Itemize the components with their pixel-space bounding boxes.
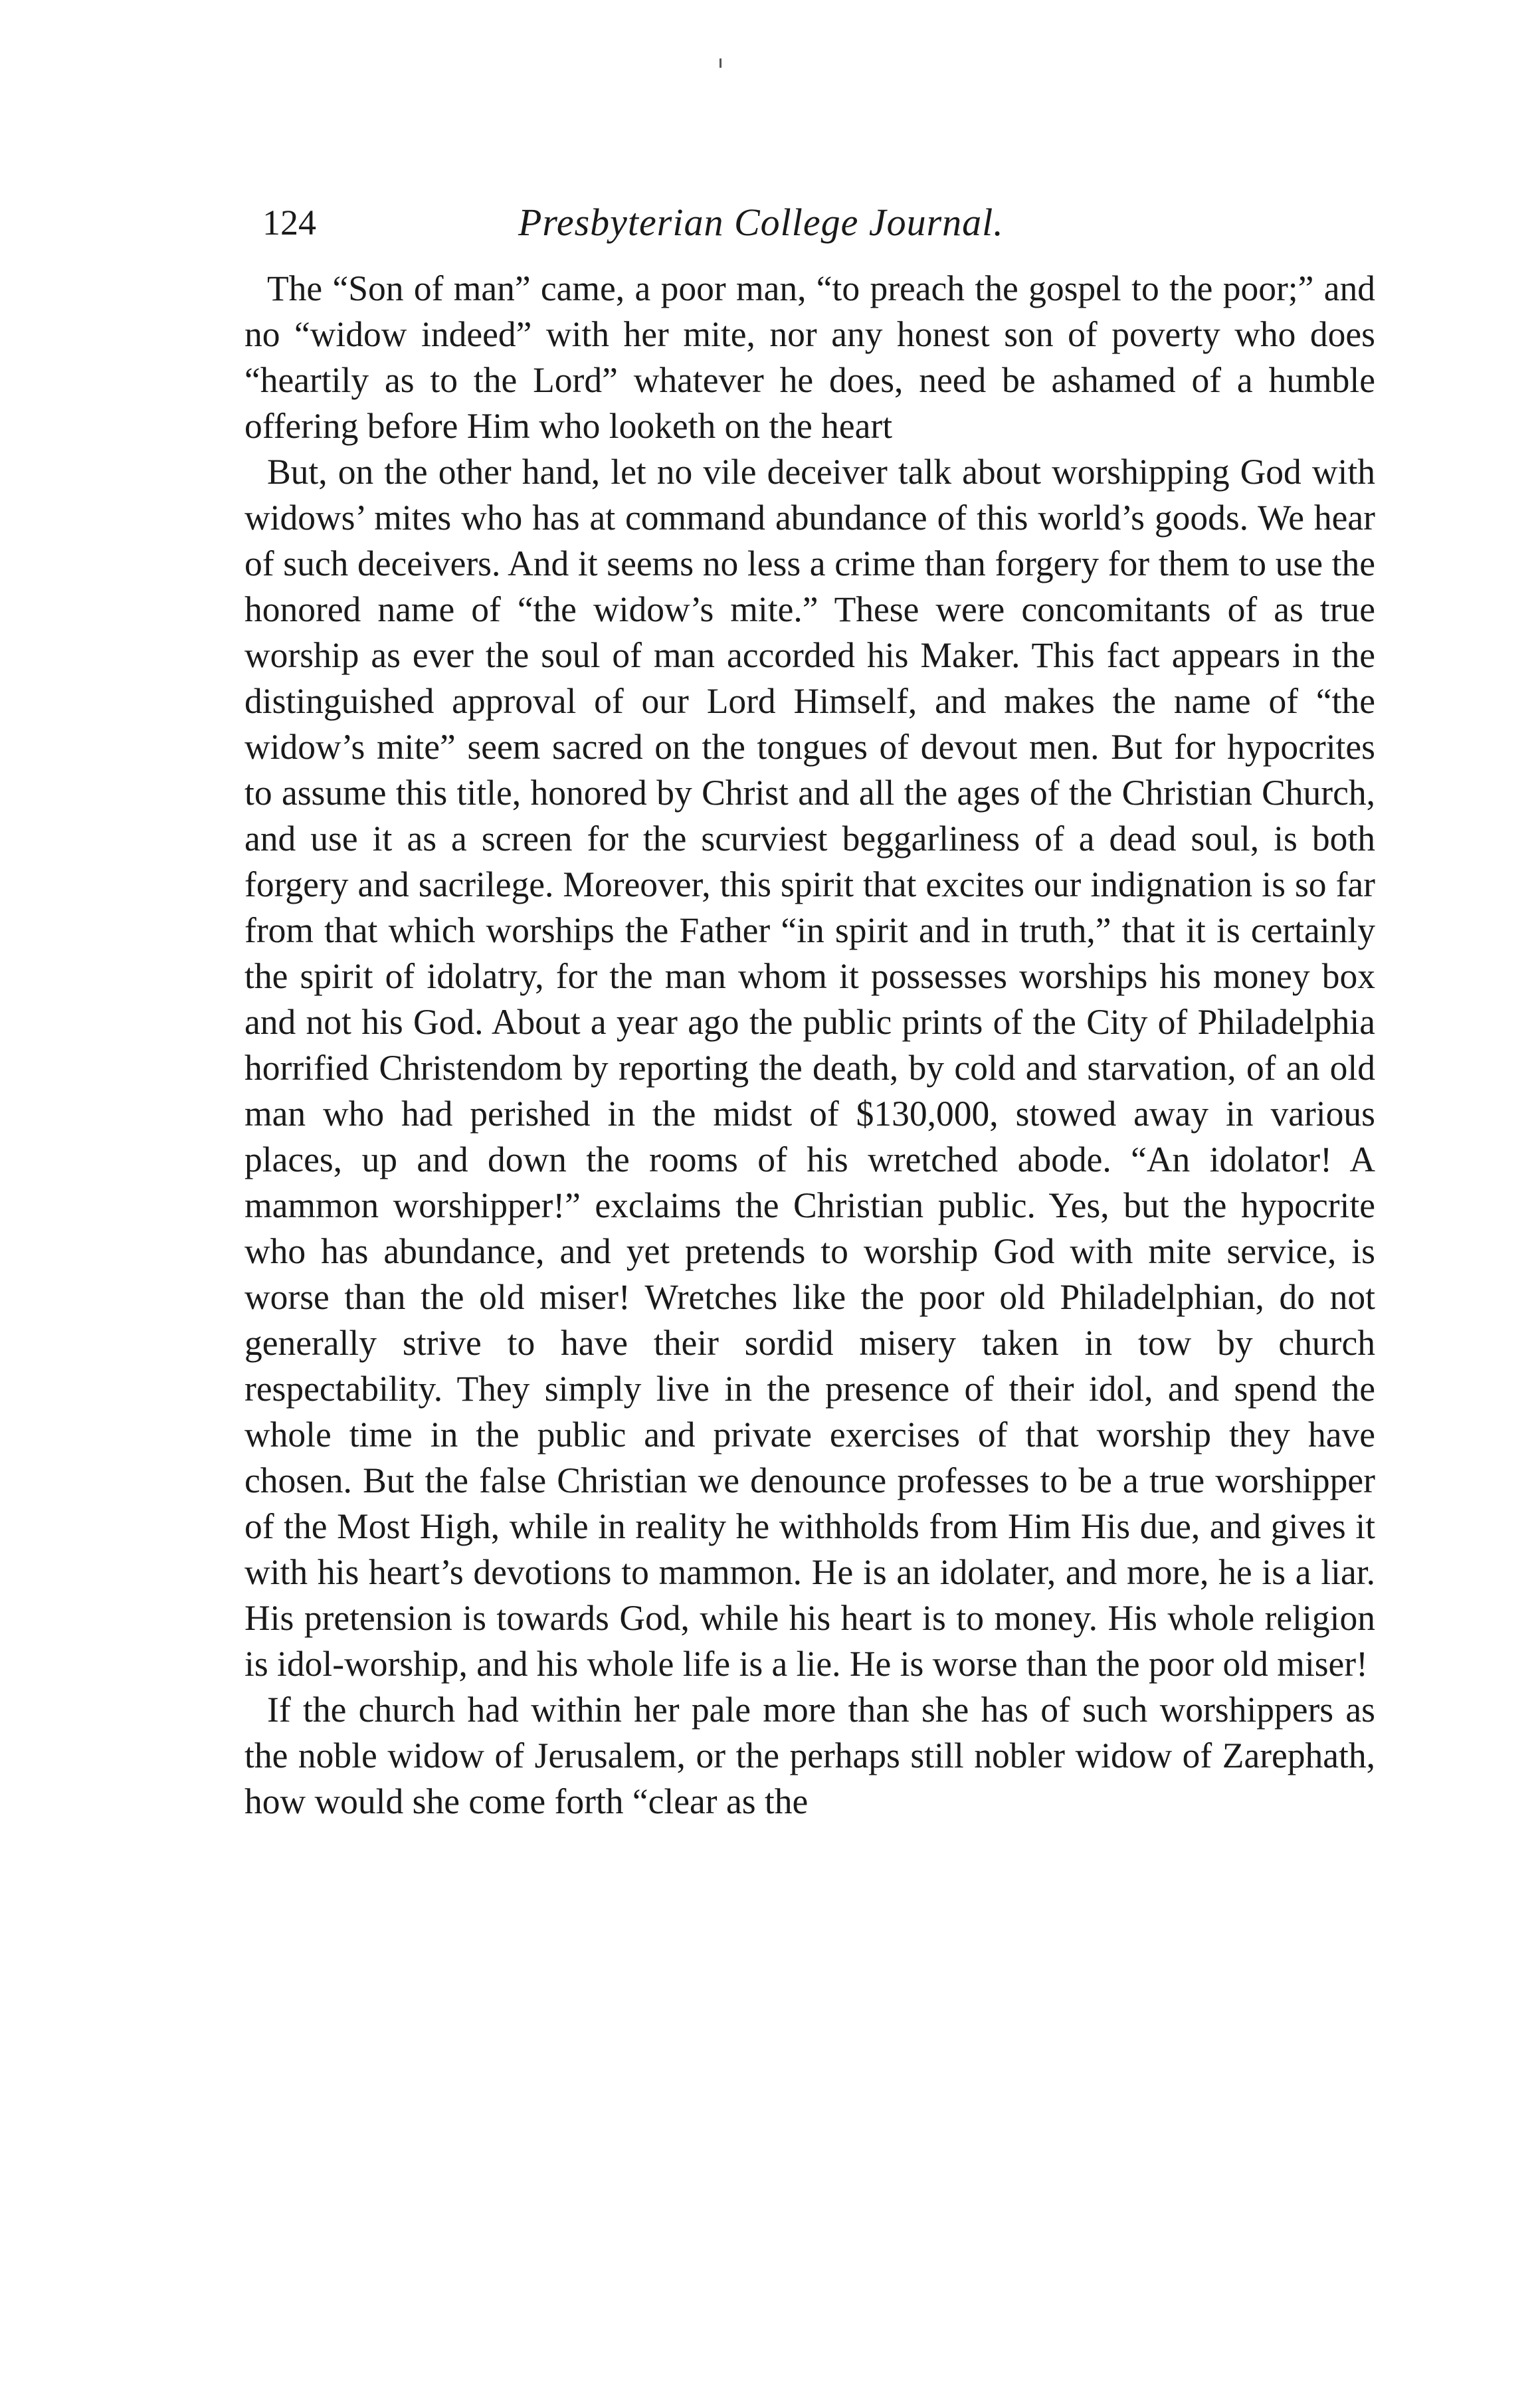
running-title: Presbyterian College Journal. xyxy=(518,201,1004,244)
stray-ink-mark xyxy=(720,58,722,68)
paragraph-church-worshippers: If the church had within her pale more than she has of such worshippers as the noble widow of Jerusalem, or the perhaps still nobler widow of Zarephath, how would she come forth “clear as the xyxy=(244,1690,1375,1821)
paragraph-son-of-man: The “Son of man” came, a poor man, “to preach the gospel to the poor;” and no “widow indeed” with her mite, nor any honest son of poverty who does “heartily as to the Lord” whatever he does, need be ashamed of a humble offering before Him who looketh on the heart xyxy=(244,268,1375,446)
page-number: 124 xyxy=(262,203,316,243)
body-text xyxy=(244,266,1375,1825)
page-header xyxy=(262,193,1365,252)
paragraph-vile-deceiver: But, on the other hand, let no vile deceiver talk about worshipping God with widows’ mites who has at command abundance of this world’s goods. We hear of such deceivers. And it seems no less a crime than forgery for them to use the honored name of “the widow’s mite.” These were concomitants of as true worship as ever the soul of man accorded his Maker. This fact appears in the distinguished approval of our Lord Himself, and makes the name of “the widow’s mite” seem sacred on the tongues of devout men. But for hypocrites to assume this title, honored by Christ and all the ages of the Christian Church, and use it as a screen for the scurviest beggarliness of a dead soul, is both forgery and sacrilege. Moreover, this spirit that excites our indignation is so far from that which worships the Father “in spirit and in truth,” that it is certainly the spirit of idolatry, for the man whom it possesses worships his money box and not his God. About a year ago the public prints of the City of Philadelphia horrified Christendom by reporting the death, by cold and starvation, of an old man who had perished in the midst of $130,000, stowed away in various places, up and down the rooms of his wretched abode. “An idolator! A mammon worshipper!” exclaims the Christian public. Yes, but the hypocrite who has abundance, and yet pretends to worship God with mite service, is worse than the old miser! Wretches like the poor old Philadelphian, do not generally strive to have their sordid misery taken in tow by church respectability. They simply live in the presence of their idol, and spend the whole time in the public and private exercises of that worship they have chosen. But the false Christian we denounce professes to be a true worshipper of the Most High, while in reality he withholds from Him His due, and gives it with his heart’s devotions to mammon. He is an idolater, and more, he is a liar. His pretension is towards God, while his heart is to money. His whole religion is idol-worship, and his whole life is a lie. He is worse than the poor old miser! xyxy=(244,452,1375,1684)
